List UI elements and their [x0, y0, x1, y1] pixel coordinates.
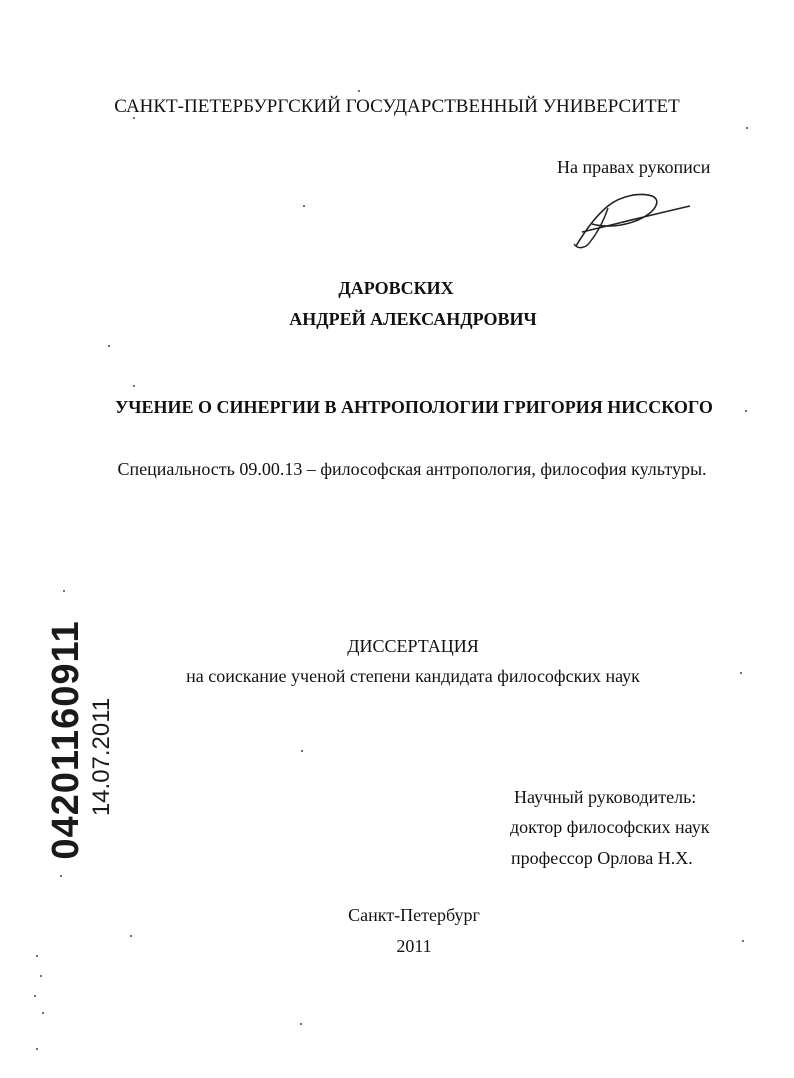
scan-speck: [303, 205, 305, 207]
archive-stamp-number: 04201160911: [45, 620, 87, 860]
scan-speck: [740, 672, 742, 674]
scan-speck: [34, 995, 36, 997]
work-type: ДИССЕРТАЦИЯ: [347, 636, 479, 656]
manuscript-rights-note: На правах рукописи: [557, 157, 711, 177]
scan-speck: [746, 127, 748, 129]
year: 2011: [396, 936, 432, 956]
city: Санкт-Петербург: [348, 905, 480, 925]
scan-speck: [130, 935, 132, 937]
scan-speck: [745, 410, 747, 412]
scan-speck: [300, 1023, 302, 1025]
scan-speck: [40, 975, 42, 977]
supervisor-degree: доктор философских наук: [510, 817, 710, 837]
scan-speck: [63, 590, 65, 592]
author-given-names: АНДРЕЙ АЛЕКСАНДРОВИЧ: [289, 309, 537, 329]
scan-speck: [133, 385, 135, 387]
scan-speck: [301, 750, 303, 752]
scan-speck: [36, 955, 38, 957]
scan-speck: [60, 875, 62, 877]
author-surname: ДАРОВСКИХ: [338, 278, 454, 298]
supervisor-label: Научный руководитель:: [514, 787, 697, 807]
scan-speck: [108, 345, 110, 347]
scan-speck: [742, 940, 744, 942]
scan-speck: [36, 1048, 38, 1050]
university-name: САНКТ-ПЕТЕРБУРГСКИЙ ГОСУДАРСТВЕННЫЙ УНИВЕРСИТЕТ: [114, 96, 680, 117]
handwritten-signature: [568, 186, 698, 252]
degree-line: на соискание ученой степени кандидата философских наук: [186, 666, 640, 686]
archive-stamp-date: 14.07.2011: [88, 697, 115, 817]
scan-speck: [133, 117, 135, 119]
scan-speck: [42, 1012, 44, 1014]
specialty-line: Специальность 09.00.13 – философская антропология, философия культуры.: [117, 459, 707, 479]
scan-speck: [358, 90, 360, 92]
dissertation-title: УЧЕНИЕ О СИНЕРГИИ В АНТРОПОЛОГИИ ГРИГОРИЯ НИССКОГО: [115, 397, 713, 417]
supervisor-name: профессор Орлова Н.Х.: [511, 848, 693, 868]
